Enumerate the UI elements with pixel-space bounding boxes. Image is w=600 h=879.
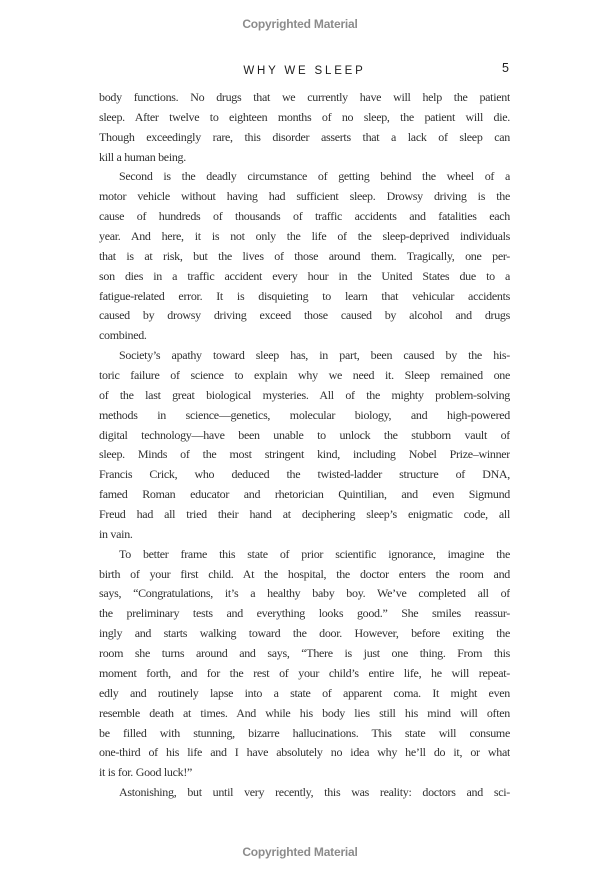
text-line: toric failure of science to explain why we need it. Sleep remained one — [99, 368, 510, 383]
text-line: in vain. — [99, 526, 133, 541]
text-line: Francis Crick, who deduced the twisted-ladder structure of DNA, — [99, 467, 510, 482]
text-line: famed Roman educator and rhetorician Quintilian, and even Sigmund — [99, 487, 510, 502]
body-text — [99, 88, 510, 803]
paragraph — [99, 545, 510, 783]
paragraph — [99, 346, 510, 545]
text-line: To better frame this state of prior scientific ignorance, imagine the — [119, 546, 510, 561]
text-line: Astonishing, but until very recently, this was reality: doctors and sci- — [119, 785, 510, 800]
paragraph — [99, 88, 510, 167]
text-line: digital technology—have been unable to unlock the stubborn vault of — [99, 427, 510, 442]
text-line: cause of hundreds of thousands of traffic accidents and fatalities each — [99, 209, 510, 224]
copyright-notice-top: Copyrighted Material — [242, 17, 358, 31]
text-line: the preliminary tests and everything looks good.” She smiles reassur- — [99, 606, 510, 621]
text-line: sleep. After twelve to eighteen months of no sleep, the patient will die. — [99, 109, 510, 124]
text-line: room she turns around and says, “There is just one thing. From this — [99, 646, 510, 661]
book-title-header: WHY WE SLEEP — [243, 65, 366, 77]
text-line: son dies in a traffic accident every hour in the United States due to a — [99, 268, 510, 283]
text-line: Though exceedingly rare, this disorder asserts that a lack of sleep can — [99, 129, 510, 144]
text-line: says, “Congratulations, it’s a healthy baby boy. We’ve completed all of — [99, 586, 510, 601]
paragraph — [99, 167, 510, 346]
text-line: sleep. Minds of the most stringent kind, including Nobel Prize–winner — [99, 447, 510, 462]
running-header — [99, 61, 510, 79]
text-line: moment forth, and for the rest of your child’s entire life, he will repeat- — [99, 665, 510, 680]
text-line: methods in science—genetics, molecular biology, and high-powered — [99, 407, 510, 422]
text-line: Society’s apathy toward sleep has, in part, been caused by the his- — [119, 348, 510, 363]
text-line: Freud had all tried their hand at deciphering sleep’s enigmatic code, all — [99, 507, 510, 522]
text-line: ingly and starts walking toward the door. However, before exiting the — [99, 626, 510, 641]
text-line: caused by drowsy driving exceed those caused by alcohol and drugs — [99, 308, 510, 323]
text-line: edly and routinely lapse into a state of apparent coma. It might even — [99, 685, 510, 700]
paragraph — [99, 783, 510, 803]
text-line: that is at risk, but the lives of those around them. Tragically, one per- — [99, 248, 510, 263]
text-line: year. And here, it is not only the life of the sleep-deprived individuals — [99, 229, 510, 244]
text-line: fatigue-related error. It is disquieting to learn that vehicular accidents — [99, 288, 510, 303]
text-line: birth of your first child. At the hospital, the doctor enters the room and — [99, 566, 510, 581]
text-line: be filled with stunning, bizarre hallucinations. This state will consume — [99, 725, 510, 740]
text-line: Second is the deadly circumstance of getting behind the wheel of a — [119, 169, 510, 184]
page-number: 5 — [502, 61, 510, 75]
text-line: of the last great biological mysteries. All of the mighty problem-solving — [99, 387, 510, 402]
text-line: body functions. No drugs that we currently have will help the patient — [99, 90, 510, 104]
text-line: one-third of his life and I have absolutely no idea why he’ll do it, or what — [99, 745, 510, 760]
text-line: motor vehicle without having had sufficient sleep. Drowsy driving is the — [99, 189, 510, 204]
text-line: resemble death at times. And while his body lies still his mind will often — [99, 705, 510, 720]
copyright-notice-bottom: Copyrighted Material — [242, 845, 358, 859]
text-line: it is for. Good luck!” — [99, 765, 193, 780]
text-line: kill a human being. — [99, 149, 186, 164]
text-line: combined. — [99, 328, 147, 343]
